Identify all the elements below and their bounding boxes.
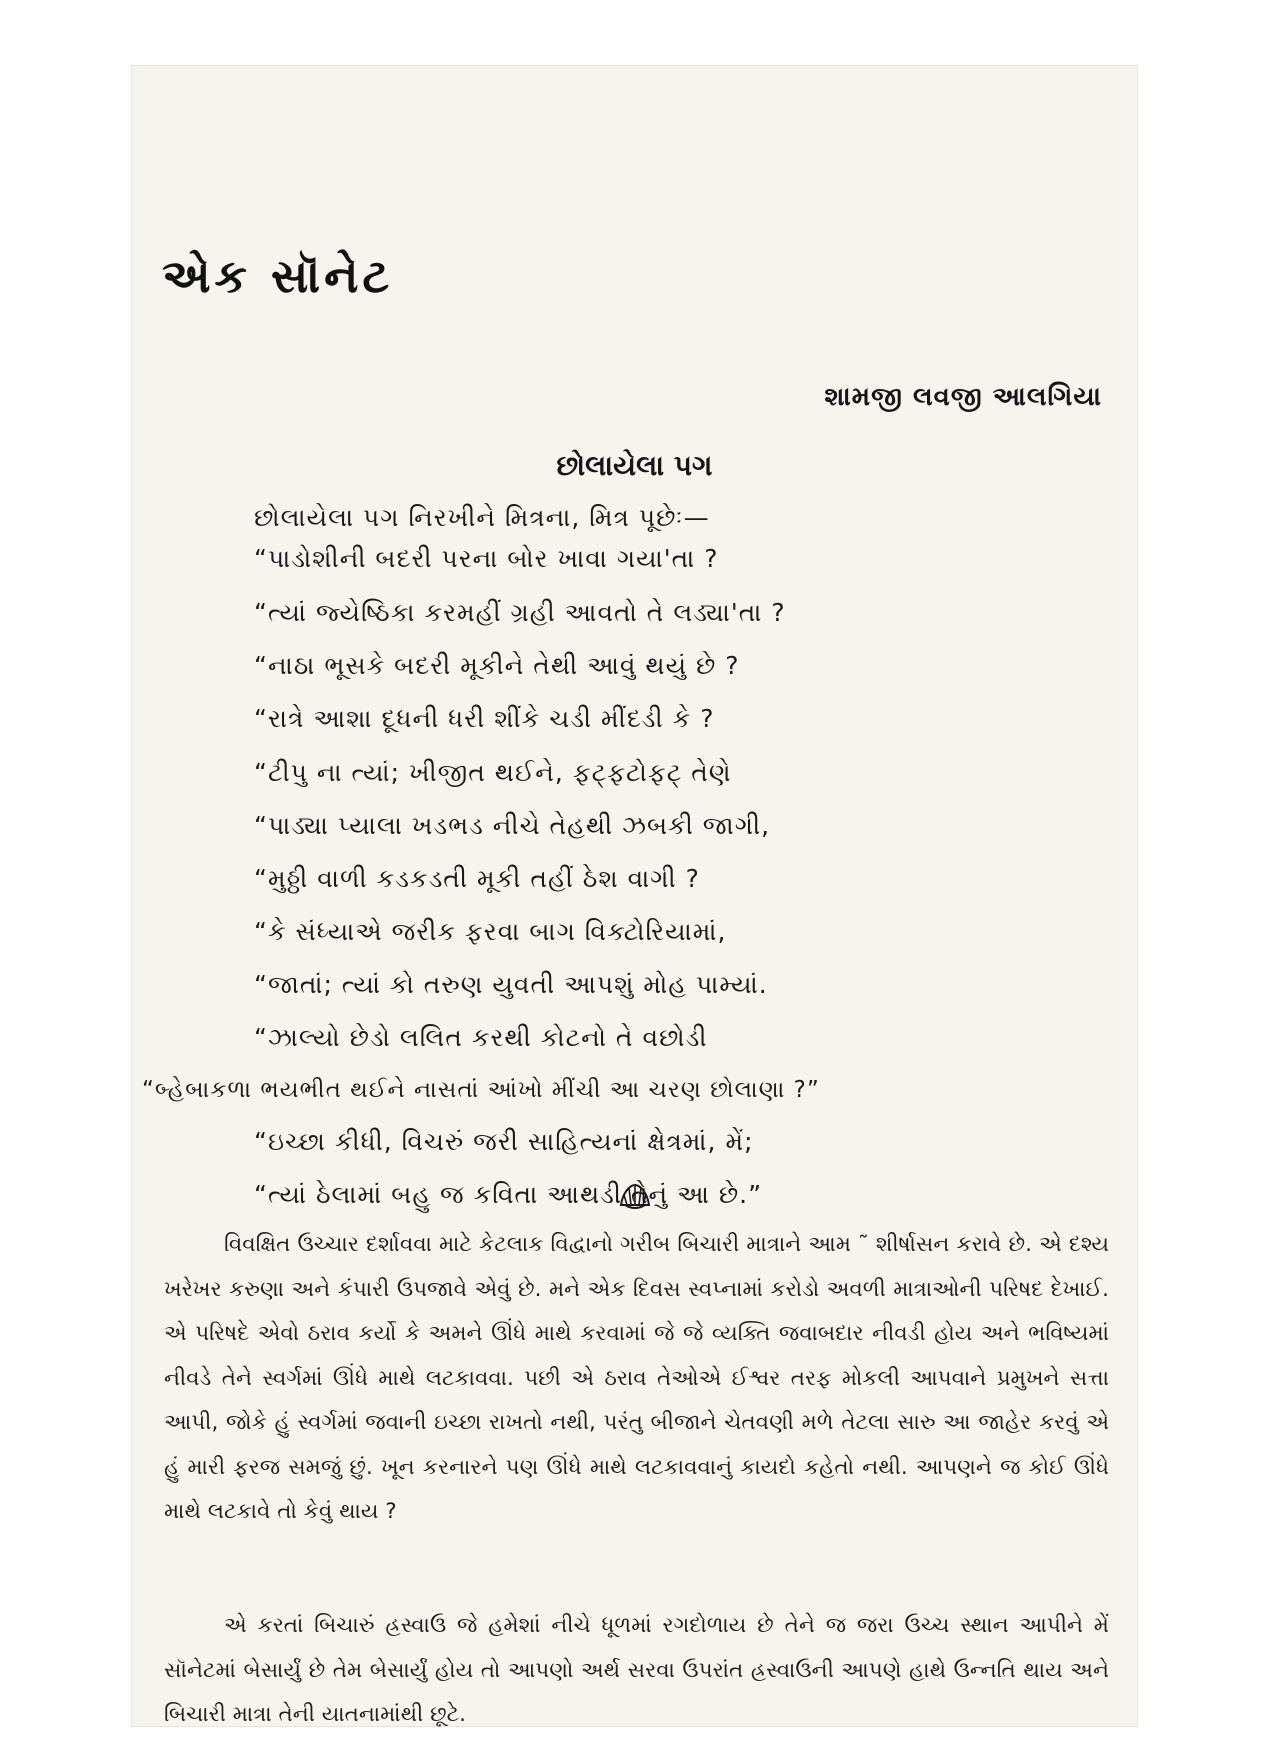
poem-line: “બ્હેબાકળા ભયભીત થઈને નાસતાં આંખો મીંચી આ ચરણ છોલાણા ?” bbox=[142, 1077, 820, 1103]
poem-line: “નાઠા ભૂસકે બદરી મૂકીને તેથી આવું થયું છે ? bbox=[254, 651, 740, 680]
poem-line: “કે સંધ્યાએ જરીક ફરવા બાગ વિક્ટોરિયામાં, bbox=[254, 917, 727, 946]
poem-line: “ત્યાં ઠેલામાં બહુ જ કવિતા આથડી તેનું આ છે.” bbox=[254, 1180, 763, 1209]
poem-line: “રાત્રે આશા દૂધની ધરી શીંકે ચડી મીંદડી કે ? bbox=[254, 704, 715, 733]
poem-line: “પાડોશીની બદરી પરના બોર ખાવા ગયા'તા ? bbox=[254, 544, 719, 573]
poem-line: “ઇચ્છા કીધી, વિચરું જરી સાહિત્યનાં ક્ષેત્રમાં, મેં; bbox=[254, 1127, 754, 1156]
page-title: એક સૉનેટ bbox=[162, 249, 394, 303]
prose-paragraph-1: વિવક્ષિત ઉચ્ચાર દર્શાવવા માટે કેટલાક વિદ્વાનો ગરીબ બિચારી માત્રાને આમ ˜ શીર્ષાસન કરાવે છે. એ દશ્ય ખરેખર કરુણા અને કંપારી ઉપજાવે એવું છે. મને એક દિવસ સ્વપ્નામાં કરોડો અવળી માત્રાઓની પરિષદ દેખાઈ. એ પરિષદે એવો ઠરાવ કર્યો કે અમને ઊંધે માથે કરવામાં જે જે વ્યક્તિ જવાબદાર નીવડી હોય અને ભવિષ્યમાં નીવડે તેને સ્વર્ગમાં ઊંધે માથે લટકાવવા. પછી એ ઠરાવ તેઓએ ઈશ્વર તરફ મોકલી આપવાને પ્રમુખને સત્તા આપી, જોકે હું સ્વર્ગમાં જવાની ઇચ્છા રાખતો નથી, પરંતુ બીજાને ચેતવણી મળે તેટલા સારુ આ જાહેર કરવું એ હું મારી ફરજ સમજું છું. ખૂન કરનારને પણ ઊંધે માથે લટકાવવાનું કાયદો કહેતો નથી. આપણને જ કોઈ ઊંધે માથે લટકાવે તો કેવું થાય ? bbox=[164, 1232, 1109, 1524]
poem-title: છોલાયેલા પગ bbox=[556, 449, 713, 482]
poem-line: છોલાયેલા પગ નિરખીને મિત્રના, મિત્ર પૂછેઃ— bbox=[254, 503, 710, 532]
poem-line: “પાડ્યા પ્યાલા ખડભડ નીચે તેહથી ઝબકી જાગી, bbox=[254, 811, 771, 840]
prose-paragraph-2: એ કરતાં બિચારું હ્રસ્વાઉ જે હમેશાં નીચે ધૂળમાં રગદોળાય છે તેને જ જરા ઉચ્ચ સ્થાન આપીને મેં સૉનેટમાં બેસાર્યું છે તેમ બેસાર્યું હોય તો આપણો અર્થ સરવા ઉપરાંત હ્રસ્વાઉની આપણે હાથે ઉન્નતિ થાય અને બિચારી માત્રા તેની યાતનામાંથી છૂટે. bbox=[164, 1613, 1109, 1727]
bleed-through-text bbox=[312, 84, 952, 108]
book-page bbox=[132, 66, 1137, 1726]
poem-line: “ટીપુ ના ત્યાં; ખીજીત થઈને, ફટ્ફટોફટ્ તેણે bbox=[254, 758, 732, 787]
author-name: શામજી લવજી આલગિયા bbox=[824, 382, 1102, 412]
poem-line: “ત્યાં જ્યેષ્ઠિકા કરમહીં ગ્રહી આવતો તે લડ્યા'તા ? bbox=[254, 598, 786, 627]
poem-line: “ઝાલ્યો છેડો લલિત કરથી કોટનો તે વછોડી bbox=[254, 1023, 708, 1052]
poem-line: “જાતાં; ત્યાં કો તરુણ યુવતી આપશું મોહ પામ્યાં. bbox=[254, 970, 768, 999]
poem-line: “મુઠ્ઠી વાળી કડકડતી મૂકી તહીં ઠેશ વાગી ? bbox=[254, 864, 700, 893]
shell-ornament-icon bbox=[619, 1183, 651, 1211]
